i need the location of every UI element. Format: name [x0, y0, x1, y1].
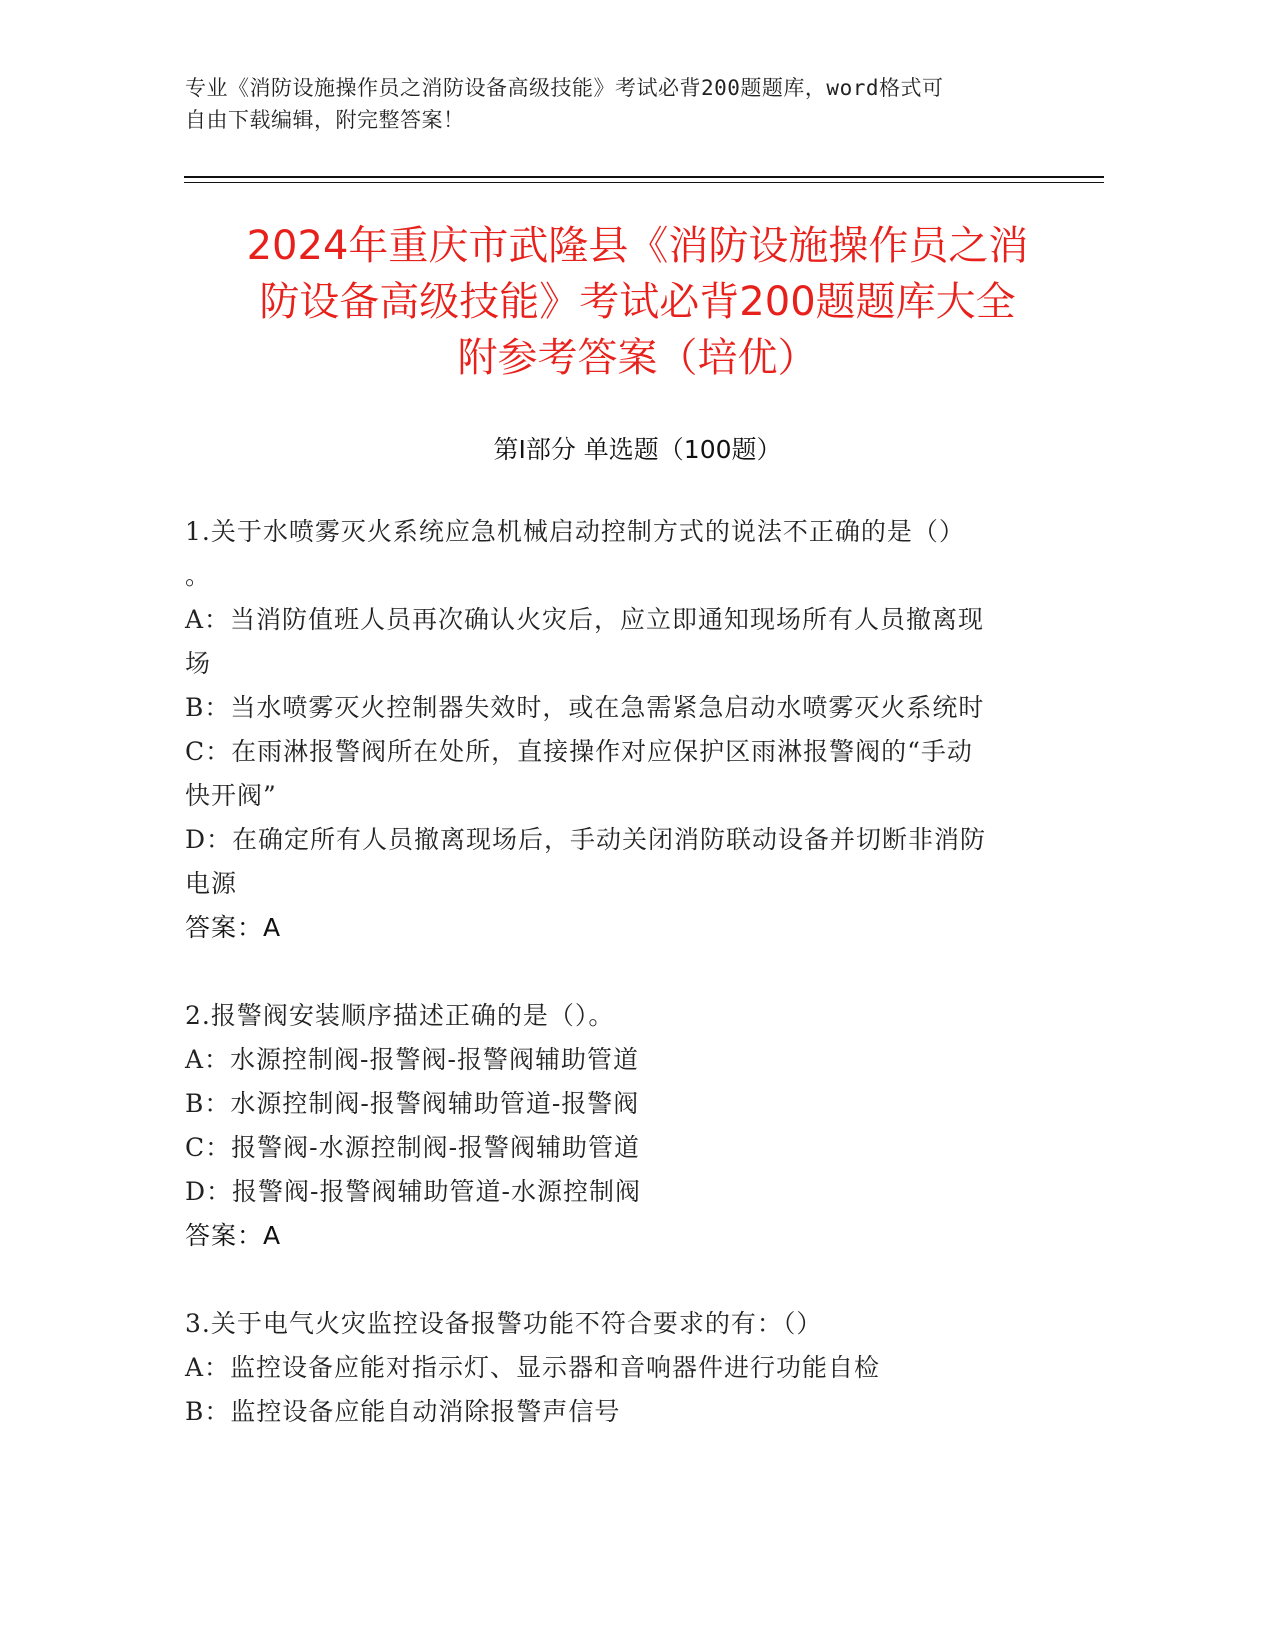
title-line: 附参考答案（培优）: [457, 335, 818, 381]
question-spacer: [185, 1258, 1060, 1302]
option-b: B：当水喷雾灭火控制器失效时，或在急需紧急启动水喷雾灭火系统时: [185, 693, 985, 722]
title-line: 2024年重庆市武隆县《消防设施操作员之消: [246, 223, 1029, 269]
document-title: [170, 218, 1105, 386]
option-a: A：监控设备应能对指示灯、显示器和音响器件进行功能自检: [185, 1353, 881, 1382]
question-item: [185, 1302, 1060, 1434]
question-item: [185, 510, 1060, 950]
question-spacer: [185, 950, 1060, 994]
option-a: A：当消防值班人员再次确认火灾后，应立即通知现场所有人员撤离现: [185, 605, 985, 634]
header-divider-thin: [184, 182, 1104, 183]
question-stem: 3.关于电气火灾监控设备报警功能不符合要求的有：（）: [185, 1309, 823, 1338]
question-stem-continued: 。: [185, 561, 212, 590]
title-line: 防设备高级技能》考试必背200题题库大全: [259, 279, 1016, 325]
header-note-line: 专业《消防设施操作员之消防设备高级技能》考试必背200题题库，word格式可: [185, 76, 944, 100]
option-a: A：水源控制阀-报警阀-报警阀辅助管道: [185, 1045, 639, 1074]
option-d: D：在确定所有人员撤离现场后，手动关闭消防联动设备并切断非消防: [185, 825, 987, 854]
option-c: C：在雨淋报警阀所在处所，直接操作对应保护区雨淋报警阀的“手动: [185, 737, 973, 766]
option-c: C：报警阀-水源控制阀-报警阀辅助管道: [185, 1133, 641, 1162]
question-item: [185, 994, 1060, 1258]
option-d-continued: 电源: [185, 869, 238, 898]
question-stem: 2.报警阀安装顺序描述正确的是（）。: [185, 1001, 615, 1030]
question-stem: 1.关于水喷雾灭火系统应急机械启动控制方式的说法不正确的是（）: [185, 517, 965, 546]
option-c-continued: 快开阀”: [185, 781, 277, 810]
header-divider: [184, 176, 1104, 178]
section-heading: 第I部分 单选题（100题）: [493, 435, 782, 464]
answer-line: 答案：A: [185, 1221, 282, 1250]
answer-line: 答案：A: [185, 913, 282, 942]
option-b: B：监控设备应能自动消除报警声信号: [185, 1397, 621, 1426]
question-list: [185, 510, 1060, 1434]
option-b: B：水源控制阀-报警阀辅助管道-报警阀: [185, 1089, 640, 1118]
option-d: D：报警阀-报警阀辅助管道-水源控制阀: [185, 1177, 641, 1206]
option-a-continued: 场: [185, 649, 212, 678]
header-note-line: 自由下载编辑，附完整答案！: [185, 108, 465, 132]
header-note: [185, 72, 1065, 136]
